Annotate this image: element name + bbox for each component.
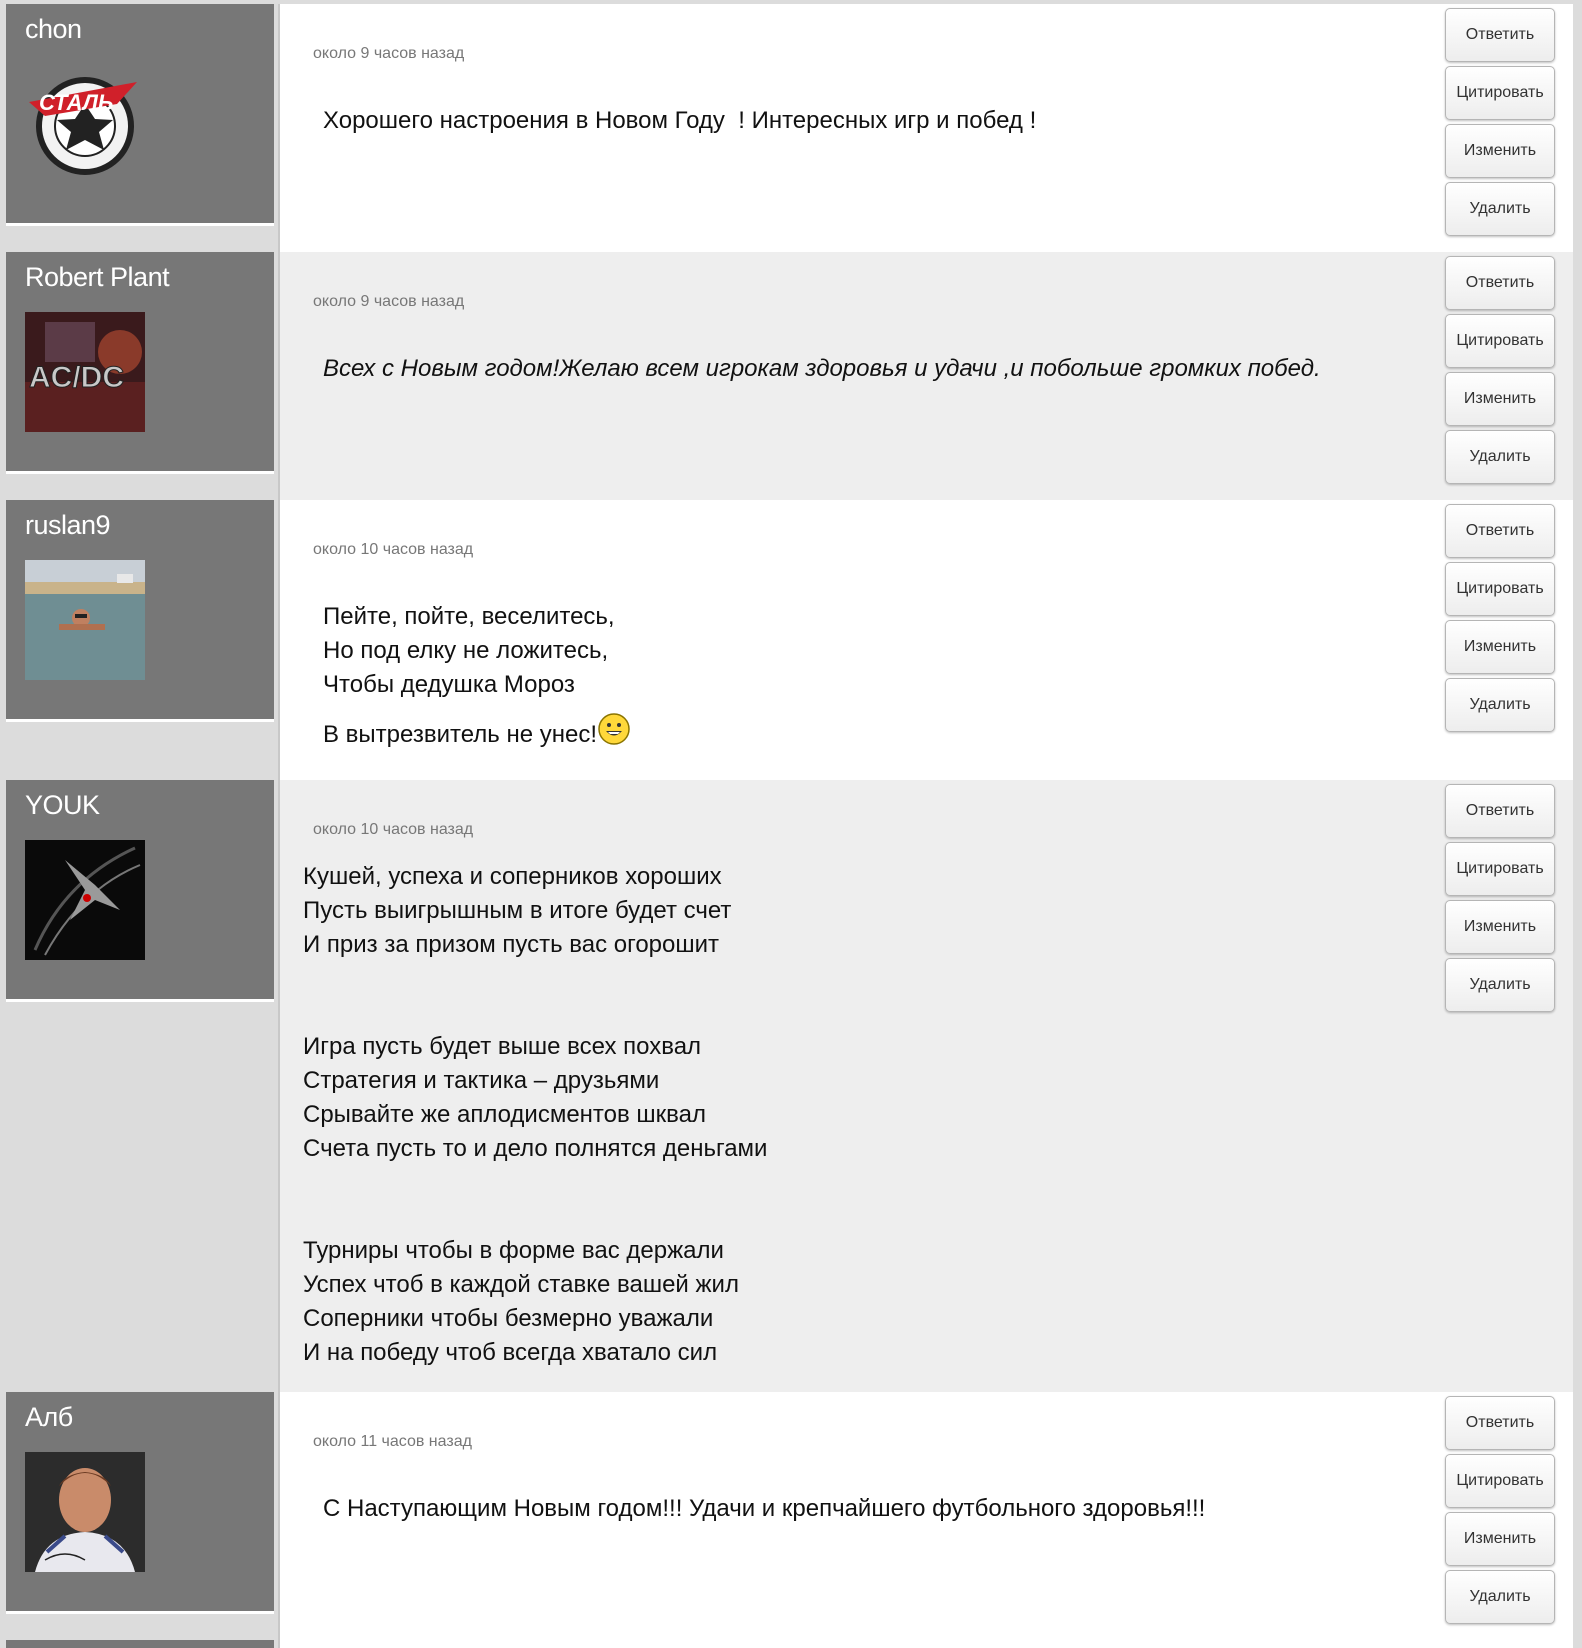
post-1	[0, 4, 1582, 252]
post-line: Но под елку не ложитесь,	[323, 637, 609, 664]
author-panel	[6, 1392, 274, 1614]
reply-button[interactable]: Ответить	[1445, 504, 1555, 558]
author-panel	[6, 780, 274, 1002]
quote-button[interactable]: Цитировать	[1445, 562, 1555, 616]
reply-button[interactable]: Ответить	[1445, 1396, 1555, 1450]
post-line: Соперники чтобы безмерно уважали	[303, 1305, 714, 1332]
post-content	[278, 1392, 1573, 1640]
delete-button[interactable]: Удалить	[1445, 1570, 1555, 1624]
delete-button[interactable]: Удалить	[1445, 678, 1555, 732]
author-name[interactable]: Алб	[25, 1402, 73, 1432]
post-body	[323, 600, 631, 752]
post-content	[278, 500, 1573, 780]
post-content	[278, 4, 1573, 252]
post-line: Пусть выигрышным в итоге будет счет	[303, 897, 732, 924]
post-actions	[1445, 784, 1557, 1016]
reply-button[interactable]: Ответить	[1445, 256, 1555, 310]
delete-button[interactable]: Удалить	[1445, 958, 1555, 1012]
post-timestamp: около 10 часов назад	[313, 541, 474, 558]
author-panel	[6, 500, 274, 722]
post-actions	[1445, 1396, 1557, 1628]
quote-button[interactable]: Цитировать	[1445, 314, 1555, 368]
svg-text:СТАЛЬ: СТАЛЬ	[39, 90, 114, 115]
acdc-photo-icon	[25, 312, 145, 432]
post-timestamp: около 9 часов назад	[313, 293, 465, 310]
post-timestamp: около 10 часов назад	[313, 821, 474, 838]
edit-button[interactable]: Изменить	[1445, 372, 1555, 426]
avatar[interactable]	[25, 560, 145, 680]
portrait-photo-icon	[25, 1452, 145, 1572]
post-line: Стратегия и тактика – друзьями	[303, 1067, 660, 1094]
post-actions	[1445, 504, 1557, 736]
quote-button[interactable]: Цитировать	[1445, 1454, 1555, 1508]
post-body	[323, 352, 1321, 386]
avatar[interactable]	[25, 64, 145, 184]
post-line: Счета пусть то и дело полнятся деньгами	[303, 1135, 768, 1162]
post-5	[0, 1392, 1582, 1640]
post-actions	[1445, 256, 1557, 488]
post-2	[0, 252, 1582, 500]
author-panel	[6, 4, 274, 226]
post-line: Пейте, пойте, веселитесь,	[323, 603, 615, 630]
author-name[interactable]: ruslan9	[25, 510, 111, 540]
post-line: С Наступающим Новым годом!!! Удачи и крепчайшего футбольного здоровья!!!	[323, 1495, 1206, 1522]
post-body	[303, 860, 767, 1370]
sea-photo-icon	[25, 560, 145, 680]
author-name[interactable]: Robert Plant	[25, 262, 170, 292]
quote-button[interactable]: Цитировать	[1445, 842, 1555, 896]
post-body	[323, 1492, 1205, 1526]
post-line: Хорошего настроения в Новом Году ! Интересных игр и побед !	[323, 107, 1037, 134]
avatar[interactable]	[25, 1452, 145, 1572]
post-actions	[1445, 8, 1557, 240]
post-line: Всех с Новым годом!Желаю всем игрокам здоровья и удачи ,и побольше громких побед.	[323, 355, 1321, 382]
post-line: Чтобы дедушка Мороз	[323, 671, 575, 698]
post-content	[278, 780, 1573, 1392]
post-timestamp: около 11 часов назад	[313, 1433, 472, 1450]
reply-button[interactable]: Ответить	[1445, 784, 1555, 838]
delete-button[interactable]: Удалить	[1445, 430, 1555, 484]
post-timestamp: около 9 часов назад	[313, 45, 465, 62]
post-line: Кушей, успеха и соперников хороших	[303, 863, 722, 890]
post-line-text: В вытрезвитель не унес!	[323, 721, 597, 748]
quote-button[interactable]: Цитировать	[1445, 66, 1555, 120]
post-line: Турниры чтобы в форме вас держали	[303, 1237, 724, 1264]
avatar[interactable]	[25, 840, 145, 960]
next-post-content	[278, 1640, 1573, 1648]
edit-button[interactable]: Изменить	[1445, 124, 1555, 178]
post-line: Игра пусть будет выше всех похвал	[303, 1033, 702, 1060]
post-line: И на победу чтоб всегда хватало сил	[303, 1339, 718, 1366]
next-author-panel	[6, 1640, 274, 1648]
edit-button[interactable]: Изменить	[1445, 1512, 1555, 1566]
author-panel	[6, 252, 274, 474]
stal-logo-icon	[25, 64, 145, 184]
author-name[interactable]: YOUK	[25, 790, 100, 820]
reply-button[interactable]: Ответить	[1445, 8, 1555, 62]
post-content	[278, 252, 1573, 500]
avatar[interactable]	[25, 312, 145, 432]
post-4	[0, 780, 1582, 1392]
author-name[interactable]: chon	[25, 14, 82, 44]
abstract-art-icon	[25, 840, 145, 960]
post-line: Срывайте же аплодисментов шквал	[303, 1101, 706, 1128]
delete-button[interactable]: Удалить	[1445, 182, 1555, 236]
edit-button[interactable]: Изменить	[1445, 620, 1555, 674]
edit-button[interactable]: Изменить	[1445, 900, 1555, 954]
svg-text:AC/DC: AC/DC	[29, 361, 124, 394]
post-line	[323, 712, 631, 752]
post-body	[323, 104, 1036, 138]
post-line: Успех чтоб в каждой ставке вашей жил	[303, 1271, 739, 1298]
post-line: И приз за призом пусть вас огорошит	[303, 931, 720, 958]
post-3	[0, 500, 1582, 780]
smiley-emoji-icon	[597, 712, 631, 746]
